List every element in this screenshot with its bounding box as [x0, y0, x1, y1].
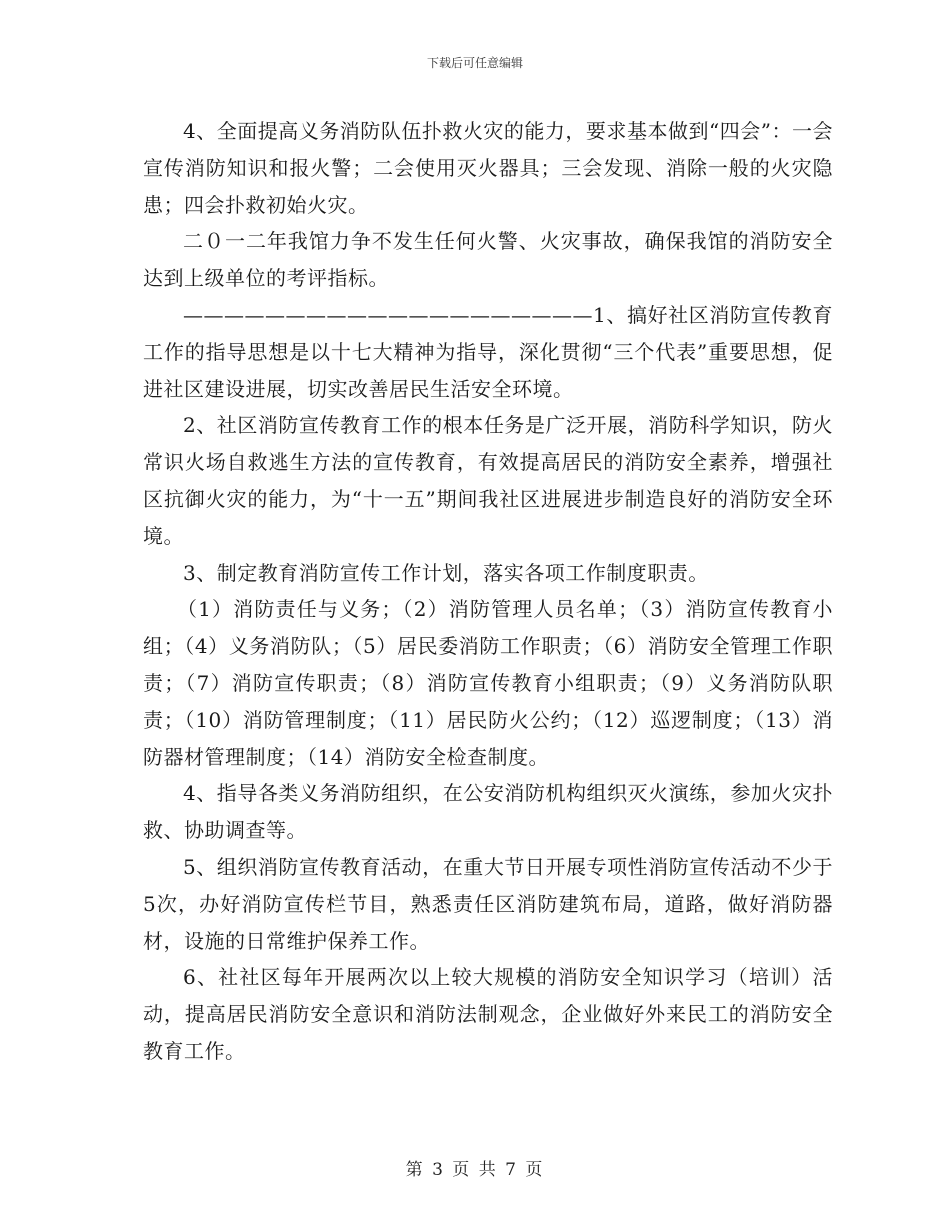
paragraph-system-list: （1）消防责任与义务；（2）消防管理人员名单；（3）消防宣传教育小组；（4）义务消防队；（5）居民委消防工作职责；（6）消防安全管理工作职责；（7）消防宣传职责；（8）消防宣传教育小组职责；（9）义务消防队职责；（10）消防管理制度；（11）居民防火公约；（12）巡逻制度；（13）消防器材管理制度；（14）消防安全检查制度。 — [143, 597, 833, 769]
paragraph-item-1-guiding-idea: ————————————————————1、搞好社区消防宣传教育工作的指导思想是以十七大精神为指导，深化贯彻“三个代表”重要思想，促进社区建设进展，切实改善居民生活安全环境。 — [143, 302, 833, 401]
paragraph-item-2-basic-task: 2、社区消防宣传教育工作的根本任务是广泛开展，消防科学知识，防火常识火场自救逃生方法的宣传教育，有效提高居民的消防安全素养，增强社区抗御火灾的能力，为“十一五”期间我社区进展进步制造良好的消防安全环境。 — [143, 413, 833, 548]
page-header: 下载后可任意编辑 — [426, 56, 523, 70]
document-body — [143, 113, 833, 1070]
paragraph-item-6-training: 6、社社区每年开展两次以上较大规模的消防安全知识学习（培训）活动，提高居民消防安全意识和消防法制观念，企业做好外来民工的消防安全教育工作。 — [143, 965, 833, 1063]
paragraph-annual-goal: 二０一二年我馆力争不发生任何火警、火灾事故，确保我馆的消防安全达到上级单位的考评指标。 — [143, 229, 833, 291]
paragraph-item-5-activities: 5、组织消防宣传教育活动，在重大节日开展专项性消防宣传活动不少于5次，办好消防宣传栏节目，熟悉责任区消防建筑布局，道路，做好消防器材，设施的日常维护保养工作。 — [143, 854, 833, 953]
paragraph-item-3-work-plan: 3、制定教育消防宣传工作计划，落实各项工作制度职责。 — [183, 560, 709, 585]
paragraph-item-4-four-skills: 4、全面提高义务消防队伍扑救火灾的能力，要求基本做到“四会”：一会宣传消防知识和报火警；二会使用灭火器具；三会发现、消除一般的火灾隐患；四会扑救初始火灾。 — [143, 119, 833, 217]
paragraph-item-4-guidance: 4、指导各类义务消防组织，在公安消防机构组织灭火演练，参加火灾扑救、协助调查等。 — [143, 781, 833, 843]
page-footer: 第 3 页 共 7 页 — [405, 1160, 545, 1180]
